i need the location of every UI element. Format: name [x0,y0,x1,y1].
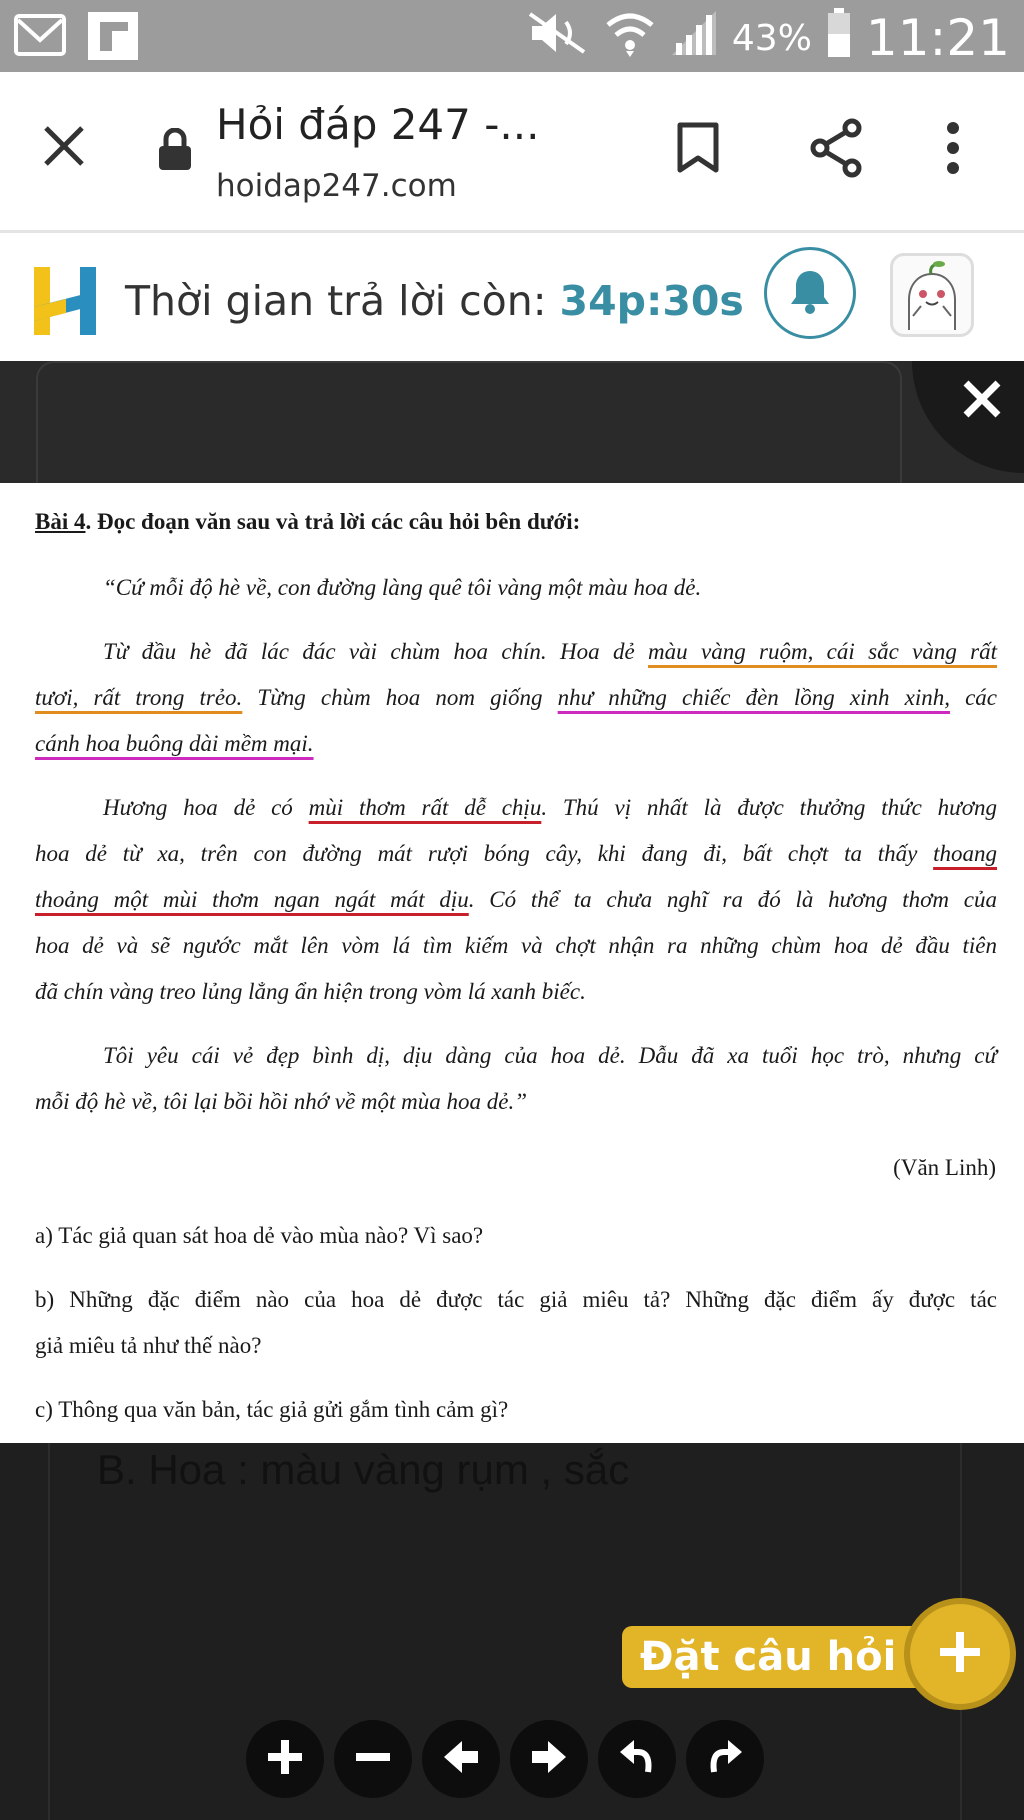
background-card [36,361,902,483]
undo-icon [618,1738,656,1780]
avatar[interactable] [890,253,974,337]
status-bar [0,0,1024,72]
bell-icon [788,267,832,319]
passage-line [35,629,997,675]
question-c: c) Thông qua văn bản, tác giả gửi gắm tình cảm gì? [35,1397,509,1422]
text-segment: hoa dẻ từ xa, trên con đường mát rượi bóng cây, khi đang đi, bất chợt ta thấy [35,841,934,866]
share-icon[interactable] [808,118,864,182]
ask-question-label[interactable]: Đặt câu hỏi [622,1626,936,1688]
timer-label: Thời gian trả lời còn: [125,277,560,325]
mute-icon [526,10,590,66]
more-vert-icon[interactable] [946,122,960,178]
previous-button[interactable] [422,1720,500,1798]
exercise-instruction: . Đọc đoạn văn sau và trả lời các câu hỏi bên dưới: [85,509,581,534]
text-segment: các [949,685,997,710]
passage-line [35,831,997,877]
exercise-heading [35,509,580,535]
answer-timer [125,277,744,325]
passage-line: hoa dẻ và sẽ ngước mắt lên vòm lá tìm kiếm và chợt nhận ra những chùm hoa dẻ đầu tiên [35,933,997,958]
text-segment: Từng chùm hoa nom giống [242,685,558,710]
passage-line: đã chín vàng treo lủng lẳng ẩn hiện trong vòm lá xanh biếc. [35,979,586,1004]
bookmark-icon[interactable] [676,122,720,178]
highlight-purple: cánh hoa buông dài mềm mại. [35,731,314,756]
page-url: hoidap247.com [216,168,457,204]
highlight-purple: như những chiếc đèn lồng xinh xinh, [557,685,950,710]
plus-icon [938,1630,982,1678]
passage-line [35,721,997,767]
battery-percent: 43% [731,17,812,59]
zoom-out-icon [354,1738,392,1780]
rotate-left-button[interactable] [598,1720,676,1798]
highlight-red: mùi thơm rất dễ chịu [308,795,542,820]
passage-line: Tôi yêu cái vẻ đẹp bình dị, dịu dàng của hoa dẻ. Dẫu đã xa tuổi học trò, nhưng cứ [103,1043,997,1068]
passage [35,565,997,1125]
highlight-orange: màu vàng ruộm, cái sắc vàng rất [648,639,998,664]
gmail-icon [14,12,66,64]
text-segment: Hương hoa dẻ có [103,795,309,820]
zoom-in-button[interactable] [246,1720,324,1798]
passage-line [35,877,997,923]
question-a: a) Tác giả quan sát hoa dẻ vào mùa nào? Vì sao? [35,1223,484,1248]
passage-line: “Cứ mỗi độ hè về, con đường làng quê tôi vàng một màu hoa dẻ. [103,575,702,600]
flipboard-icon [88,12,138,64]
signal-icon [670,9,718,67]
close-icon [962,379,1002,423]
notification-button[interactable] [764,247,856,339]
question-b-line: giả miêu tả như thế nào? [35,1333,262,1358]
author-credit: (Văn Linh) [893,1155,996,1180]
page-title: Hỏi đáp 247 -... [216,100,540,149]
hoidap247-logo[interactable] [30,263,100,343]
close-icon[interactable] [42,124,86,172]
rotate-right-button[interactable] [686,1720,764,1798]
text-segment: . Thú vị nhất là được thưởng thức hương [541,795,997,820]
next-button[interactable] [510,1720,588,1798]
question-b-line: b) Những đặc điểm nào của hoa dẻ được tác giả miêu tả? Những đặc điểm ấy được tác [35,1287,997,1312]
background-card-edge [48,1443,50,1820]
browser-toolbar [0,72,1024,233]
site-header [0,233,1024,361]
wifi-icon [604,9,656,67]
image-toolbar [246,1720,764,1798]
lock-icon [158,128,192,174]
highlight-orange: tươi, rất trong trẻo. [35,685,243,710]
redo-icon [706,1738,744,1780]
highlight-red: thoang [933,841,997,866]
passage-line [35,785,997,831]
zoom-in-icon [266,1738,304,1780]
timer-value: 34p:30s [559,277,744,325]
text-segment: . Có thể ta chưa nghĩ ra đó là hương thơm của [468,887,997,912]
exercise-number: Bài 4 [35,509,86,534]
arrow-left-icon [442,1738,480,1780]
answer-preview-text: B. Hoa : màu vàng rụm , sắc [97,1446,630,1493]
text-segment: Từ đầu hè đã lác đác vài chùm hoa chín. Hoa dẻ [103,639,649,664]
zoom-out-button[interactable] [334,1720,412,1798]
highlight-red: thoảng một mùi thơm ngan ngát mát dịu [35,887,469,912]
questions [35,1213,997,1433]
passage-line: mỗi độ hè về, tôi lại bồi hồi nhớ về một mùa hoa dẻ.” [35,1089,528,1114]
passage-line [35,675,997,721]
battery-icon [826,8,852,68]
ask-question-button[interactable] [910,1604,1010,1704]
question-image[interactable] [0,483,1024,1443]
arrow-right-icon [530,1738,568,1780]
clock: 11:21 [865,9,1010,67]
image-viewer-backdrop [0,361,1024,483]
